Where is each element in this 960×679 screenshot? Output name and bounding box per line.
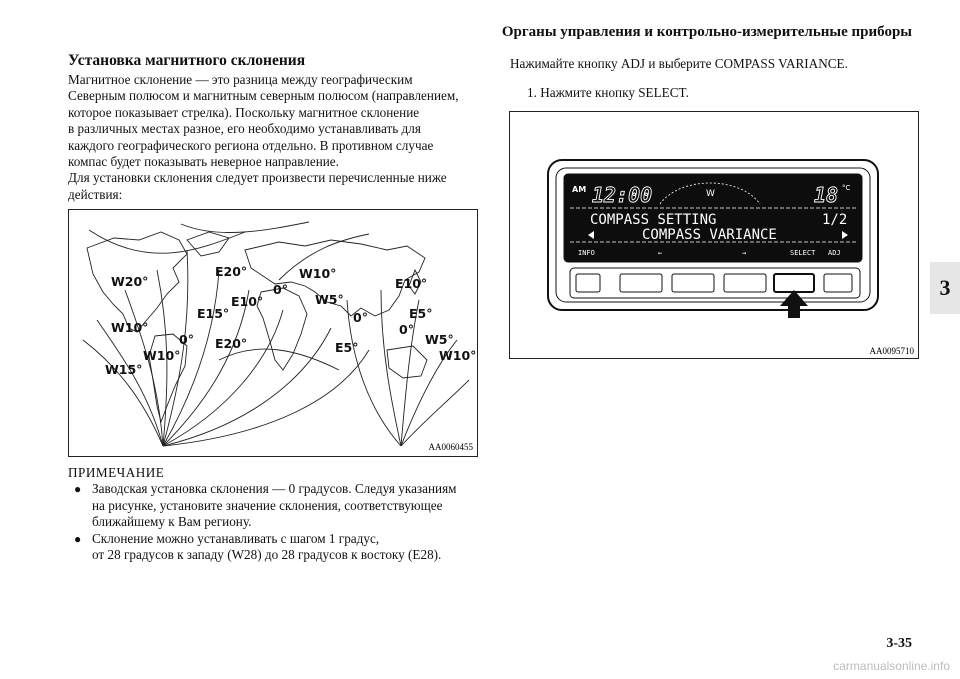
map-label: E5° — [409, 306, 433, 321]
paragraph-line: Для установки склонения следует произвести перечисленные ниже — [68, 170, 447, 186]
map-label: E15° — [197, 306, 230, 321]
note-item — [68, 481, 488, 530]
figure-id: AA0095710 — [869, 346, 914, 356]
note-line: от 28 градусов к западу (W28) до 28 градусов к востоку (E28). — [92, 547, 442, 563]
paragraph-line: которое показывает стрелка). Поскольку магнитное склонение — [68, 104, 420, 120]
step-1: 1. Нажмите кнопку SELECT. — [527, 85, 689, 100]
softkey-label-left: ← — [658, 249, 663, 257]
button-info[interactable] — [620, 274, 662, 292]
bullet-icon: ● — [74, 482, 82, 497]
temperature-unit: °C — [842, 184, 851, 192]
map-label: W10° — [143, 348, 181, 363]
paragraph-line: каждого географического региона отдельно. В противном случае — [68, 137, 434, 153]
temperature-value: 18 — [814, 183, 839, 207]
note-line: на рисунке, установите значение склонения, соответствующее — [92, 497, 443, 513]
button-1[interactable] — [576, 274, 600, 292]
button-select[interactable] — [774, 274, 814, 292]
page-number: 3-35 — [886, 636, 912, 651]
note-line: ближайшему к Вам региону. — [92, 514, 252, 530]
button-adj[interactable] — [824, 274, 852, 292]
menu-line-2: COMPASS VARIANCE — [642, 227, 777, 243]
button-right[interactable] — [724, 274, 766, 292]
declination-map — [69, 210, 477, 456]
chapter-tab — [930, 262, 960, 314]
adj-instruction: Нажимайте кнопку ADJ и выберите COMPASS VARIANCE. — [510, 56, 848, 71]
map-label: E5° — [335, 340, 359, 355]
display-figure — [509, 111, 919, 359]
map-label: W5° — [425, 332, 454, 347]
map-label: E10° — [395, 276, 428, 291]
section-paragraph — [68, 72, 478, 203]
paragraph-line: в различных местах разное, его необходимо устанавливать для — [68, 121, 421, 137]
softkey-label-info: INFO — [578, 249, 595, 257]
map-label: W5° — [315, 292, 344, 307]
menu-page-indicator: 1/2 — [822, 212, 848, 228]
softkey-label-select: SELECT — [790, 249, 816, 257]
softkey-label-right: → — [742, 249, 747, 257]
map-label: W10° — [299, 266, 337, 281]
bullet-icon: ● — [74, 531, 82, 546]
section-title: Установка магнитного склонения — [68, 52, 306, 69]
paragraph-line: действия: — [68, 186, 123, 202]
am-indicator: AM — [572, 185, 587, 194]
map-label: E10° — [231, 294, 264, 309]
figure-id: AA0060455 — [428, 442, 473, 452]
section-magnetic-variance — [68, 51, 478, 203]
map-label: 0° — [273, 282, 288, 297]
note-block — [68, 465, 488, 563]
declination-map-figure — [68, 209, 478, 457]
map-label: W20° — [111, 274, 149, 289]
map-label: E20° — [215, 264, 248, 279]
multi-display-illustration — [510, 112, 918, 358]
map-label: E20° — [215, 336, 248, 351]
running-header: Органы управления и контрольно-измерительные приборы — [501, 24, 912, 40]
map-label: W10° — [111, 320, 149, 335]
map-label: 0° — [399, 322, 414, 337]
button-left[interactable] — [672, 274, 714, 292]
watermark: carmanualsonline.info — [833, 659, 950, 673]
compass-heading: W — [706, 189, 715, 199]
note-title: ПРИМЕЧАНИЕ — [68, 465, 165, 480]
softkey-label-adj: ADJ — [828, 249, 841, 257]
paragraph-line: компас будет показывать неверное направление. — [68, 154, 339, 170]
note-line: Заводская установка склонения — 0 градусов. Следуя указаниям — [92, 481, 457, 497]
clock-time: 12:00 — [592, 183, 653, 207]
map-label: 0° — [353, 310, 368, 325]
paragraph-line: Северным полюсом и магнитным северным полюсом (направлением, — [68, 88, 459, 104]
menu-line-1: COMPASS SETTING — [590, 212, 717, 228]
paragraph-line: Магнитное склонение — это разница между географическим — [68, 72, 413, 87]
map-label: W15° — [105, 362, 143, 377]
map-label: W10° — [439, 348, 477, 363]
note-item — [68, 531, 488, 564]
note-line: Склонение можно устанавливать с шагом 1 градус, — [92, 530, 380, 546]
chapter-tab-number: 3 — [939, 275, 951, 300]
map-label: 0° — [179, 332, 194, 347]
